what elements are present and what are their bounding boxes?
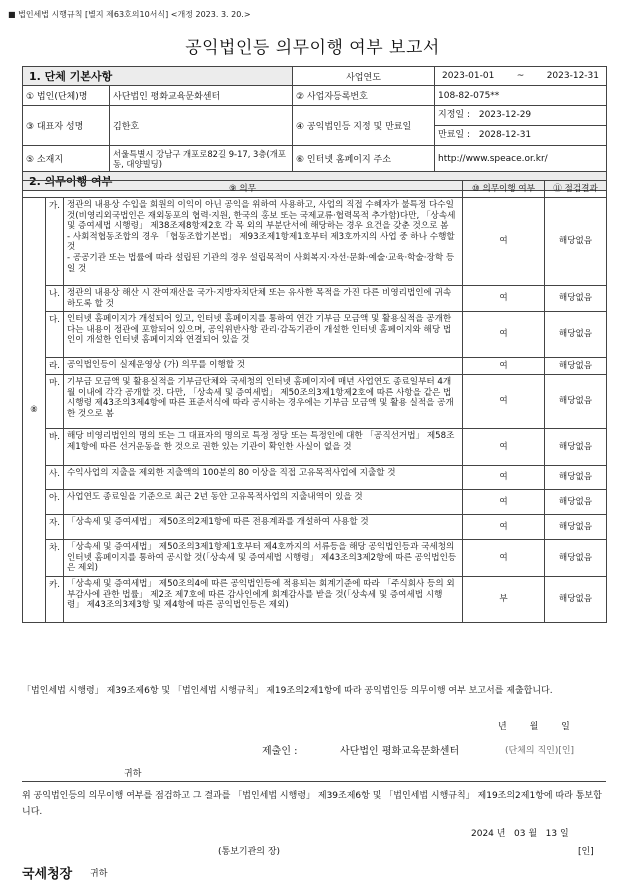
seal-mark: [인] bbox=[578, 847, 594, 857]
duty-text: 「상속세 및 증여세법」 제50조의2제1항에 따른 전용계좌를 개설하여 사용할 것 bbox=[64, 515, 463, 540]
duty-done: 여 bbox=[463, 490, 545, 515]
duty-result: 해당없음 bbox=[545, 198, 607, 286]
org-name-value: 사단법인 평화교육문화센터 bbox=[110, 86, 293, 106]
form-header-note: ■ 법인세법 시행규칙 [별지 제63호의10서식] <개정 2023. 3. 20.> bbox=[8, 10, 251, 19]
designation-label: ④ 공익법인등 지정 및 만료일 bbox=[293, 106, 435, 146]
bizno-label: ② 사업자등록번호 bbox=[293, 86, 435, 106]
col-result-header: ⑪ 점검결과 bbox=[545, 181, 607, 198]
duty-done: 여 bbox=[463, 358, 545, 375]
duty-done: 여 bbox=[463, 286, 545, 312]
duty-row bbox=[23, 429, 607, 466]
duty-result: 해당없음 bbox=[545, 375, 607, 429]
duty-result: 해당없음 bbox=[545, 577, 607, 623]
notice-statement: 위 공익법인등의 의무이행 여부를 점검하고 그 결과를 「법인세법 시행령」 제39조제6항 및 「법인세법 시행규칙」 제19조의2제1항에 따라 통보합니다. bbox=[22, 791, 602, 817]
expire-date: 2028-12-31 bbox=[478, 130, 532, 140]
duty-text: 정관의 내용상 수입을 회원의 이익이 아닌 공익을 위하여 사용하고, 사업의 직접 수혜자가 불특정 다수일 것(비영리외국법인은 재외동포의 협력·지원, 한국의 홍보 또는 국제교류·협력목적 추가함)다만, 「상속세 및 증여세법 시행령」 제38조제8항제2호 각 목 외의 부분단서에 해당하는 경우 요건을 갖춘 것으로 봄 - 사회적협동조합의 경우 「협동조합기본법」 제93조제1항제1호부터 제3호까지의 사업 중 하나 수행할 것 - 공공기관 또는 법률에 따라 설립된 기관의 경우 설립목적이 사회복지·자선·문화·예술·교육·학술·장학 등일 것 bbox=[64, 198, 463, 286]
duty-key: 다. bbox=[46, 312, 64, 358]
duty-row bbox=[23, 466, 607, 490]
duty-row bbox=[23, 577, 607, 623]
basic-info-table bbox=[22, 66, 607, 191]
duty-done: 여 bbox=[463, 540, 545, 577]
submitter-name: 사단법인 평화교육문화센터 bbox=[340, 746, 460, 757]
fiscal-sep: ~ bbox=[516, 71, 525, 81]
duty-result: 해당없음 bbox=[545, 540, 607, 577]
duty-key: 가. bbox=[46, 198, 64, 286]
section2-heading: 2. 의무이행 여부 bbox=[23, 172, 607, 191]
address-value: 서울특별시 강남구 개포로82길 9-17, 3층(개포동, 대양빌딩) bbox=[110, 146, 293, 172]
duty-text: 공익법인등이 실제운영상 (가) 의무를 이행할 것 bbox=[64, 358, 463, 375]
designation-dates bbox=[435, 106, 607, 146]
duty-result: 해당없음 bbox=[545, 358, 607, 375]
footer-divider bbox=[22, 781, 606, 782]
fiscal-year-value bbox=[435, 67, 607, 86]
duty-done: 여 bbox=[463, 429, 545, 466]
honorific-2: 귀하 bbox=[90, 869, 108, 879]
duty-row bbox=[23, 490, 607, 515]
duty-result: 해당없음 bbox=[545, 286, 607, 312]
duty-result: 해당없음 bbox=[545, 490, 607, 515]
duty-key: 마. bbox=[46, 375, 64, 429]
signature-note: (단체의 직인)[인] bbox=[505, 746, 575, 756]
bizno-value: 108-82-075** bbox=[435, 86, 607, 106]
duty-row bbox=[23, 198, 607, 286]
duty-key: 사. bbox=[46, 466, 64, 490]
col-duty-header: ⑨ 의무 bbox=[23, 181, 463, 198]
duty-text: 해당 비영리법인의 명의 또는 그 대표자의 명의로 특정 정당 또는 특정인에 대한 「공직선거법」 제58조제1항에 따른 선거운동을 한 것으로 권한 있는 기관이 확인한 사실이 없을 것 bbox=[64, 429, 463, 466]
duty-row bbox=[23, 375, 607, 429]
duty-result: 해당없음 bbox=[545, 312, 607, 358]
duty-key: 나. bbox=[46, 286, 64, 312]
website-value: http://www.speace.or.kr/ bbox=[435, 146, 607, 172]
duty-key: 카. bbox=[46, 577, 64, 623]
duty-text: 기부금 모금액 및 활용실적을 기부금단체와 국세청의 인터넷 홈페이지에 매년 사업연도 종료일부터 4개월 이내에 각각 공개할 것. 다만, 「상속세 및 증여세법」 제50조의3제1항제2호에 따른 사항을 같은 법 시행령 제43조의3제4항에 따른 표준서식에 따라 공시하는 경우에는 기부금 모금액 및 활용 실적을 공개한 것으로 봄 bbox=[64, 375, 463, 429]
org-name-label: ① 법인(단체)명 bbox=[23, 86, 110, 106]
duty-done: 부 bbox=[463, 577, 545, 623]
col-done-header: ⑩ 의무이행 여부 bbox=[463, 181, 545, 198]
group-label: ⑧ bbox=[23, 198, 46, 623]
duty-row bbox=[23, 540, 607, 577]
duty-text: 「상속세 및 증여세법」 제50조의3제1항제1호부터 제4호까지의 서류등을 해당 공익법인등과 국세청의 인터넷 홈페이지를 통하여 공시할 것(「상속세 및 증여세법 시행령」 제43조의3제2항에 따른 공익법인등은 제외) bbox=[64, 540, 463, 577]
designation-date: 2023-12-29 bbox=[478, 110, 532, 120]
duty-key: 자. bbox=[46, 515, 64, 540]
duty-text: 사업연도 종료일을 기준으로 최근 2년 동안 고유목적사업의 지출내역이 있을 것 bbox=[64, 490, 463, 515]
fiscal-start: 2023-01-01 bbox=[442, 71, 495, 81]
submission-statement: 「법인세법 시행령」 제39조제6항 및 「법인세법 시행규칙」 제19조의2제1항에 따라 공익법인등 의무이행 여부 보고서를 제출합니다. bbox=[22, 686, 553, 696]
duty-key: 바. bbox=[46, 429, 64, 466]
duty-row bbox=[23, 286, 607, 312]
address-label: ⑤ 소재지 bbox=[23, 146, 110, 172]
duty-done: 여 bbox=[463, 466, 545, 490]
notice-date: 2024 년 03 월 13 일 bbox=[471, 829, 569, 839]
designation-date-label: 지정일 : bbox=[438, 110, 470, 120]
honorific-1: 귀하 bbox=[124, 769, 142, 779]
duty-key: 아. bbox=[46, 490, 64, 515]
duty-result: 해당없음 bbox=[545, 466, 607, 490]
submitter-label: 제출인 : bbox=[262, 746, 298, 757]
duty-text: 인터넷 홈페이지가 개설되어 있고, 인터넷 홈페이지를 통하여 연간 기부금 모금액 및 활용실적을 공개한다는 내용이 정관에 포함되어 있으며, 공익위반사항 관리·감독기관이 개설한 인터넷 홈페이지와 해당 법인이 개설한 인터넷 홈페이지와 연결되어 있을 것 bbox=[64, 312, 463, 358]
duty-result: 해당없음 bbox=[545, 429, 607, 466]
duty-done: 여 bbox=[463, 312, 545, 358]
duty-done: 여 bbox=[463, 515, 545, 540]
duty-row bbox=[23, 312, 607, 358]
duty-row bbox=[23, 515, 607, 540]
agency-seal-label: (통보기관의 장) bbox=[218, 847, 281, 857]
rep-name-label: ③ 대표자 성명 bbox=[23, 106, 110, 146]
duty-text: 정관의 내용상 해산 시 잔여재산을 국가·지방자치단체 또는 유사한 목적을 가진 다른 비영리법인에 귀속하도록 할 것 bbox=[64, 286, 463, 312]
expire-date-label: 만료일 : bbox=[438, 130, 470, 140]
fiscal-end: 2023-12-31 bbox=[546, 71, 600, 81]
page-title: 공익법인등 의무이행 여부 보고서 bbox=[185, 38, 440, 58]
submission-date: 년 월 일 bbox=[498, 722, 570, 732]
website-label: ⑥ 인터넷 홈페이지 주소 bbox=[293, 146, 435, 172]
duty-key: 차. bbox=[46, 540, 64, 577]
duty-done: 여 bbox=[463, 375, 545, 429]
duty-result: 해당없음 bbox=[545, 515, 607, 540]
recipient: 국세청장 bbox=[22, 867, 73, 882]
duty-text: 「상속세 및 증여세법」 제50조의4에 따른 공익법인등에 적용되는 회계기준에 따라 「주식회사 등의 외부감사에 관한 법률」 제2조 제7호에 따른 감사인에게 회계감사를 받을 것(「상속세 및 증여세법 시행령」 제43조의3제3항 및 제4항에 따른 공익법인등은 제외) bbox=[64, 577, 463, 623]
duty-done: 여 bbox=[463, 198, 545, 286]
duty-key: 라. bbox=[46, 358, 64, 375]
duty-text: 수익사업의 지출을 제외한 지출액의 100분의 80 이상을 직접 고유목적사업에 지출할 것 bbox=[64, 466, 463, 490]
rep-name-value: 김한호 bbox=[110, 106, 293, 146]
fiscal-year-label: 사업연도 bbox=[293, 67, 435, 86]
duty-row bbox=[23, 358, 607, 375]
duty-table bbox=[22, 180, 607, 623]
section1-heading: 1. 단체 기본사항 bbox=[23, 67, 293, 86]
